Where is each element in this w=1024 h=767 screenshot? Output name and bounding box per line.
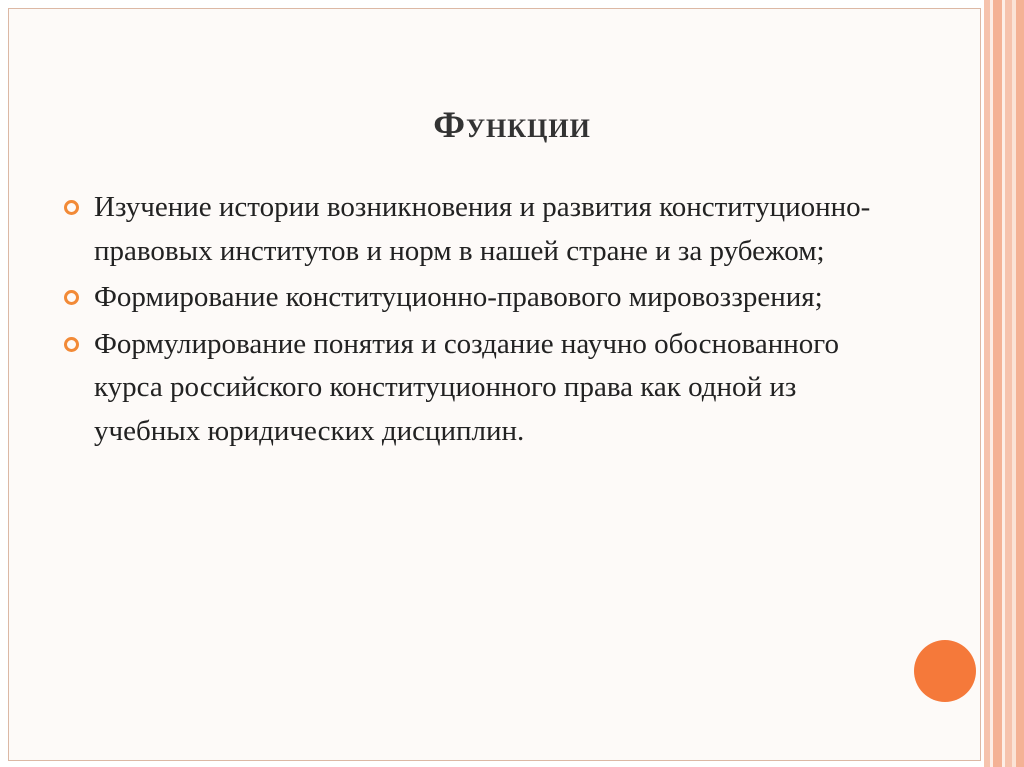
bullet-text: Формулирование понятия и создание научно обоснованного курса российского конституционного права как одной из учебных юридических дисциплин. bbox=[94, 327, 839, 447]
slide-title: Функции bbox=[433, 105, 591, 146]
bullet-item bbox=[60, 323, 900, 454]
bullet-item bbox=[60, 186, 900, 273]
ring-bullet-icon bbox=[64, 290, 79, 305]
ring-bullet-icon bbox=[64, 337, 79, 352]
ring-bullet-icon bbox=[64, 200, 79, 215]
bullet-text: Изучение истории возникновения и развития конституционно-правовых институтов и норм в нашей стране и за рубежом; bbox=[94, 191, 871, 267]
orange-circle-icon bbox=[914, 640, 976, 702]
bullet-item bbox=[60, 276, 900, 320]
bullet-text: Формирование конституционно-правового мировоззрения; bbox=[94, 281, 823, 313]
bullet-list bbox=[60, 186, 900, 456]
